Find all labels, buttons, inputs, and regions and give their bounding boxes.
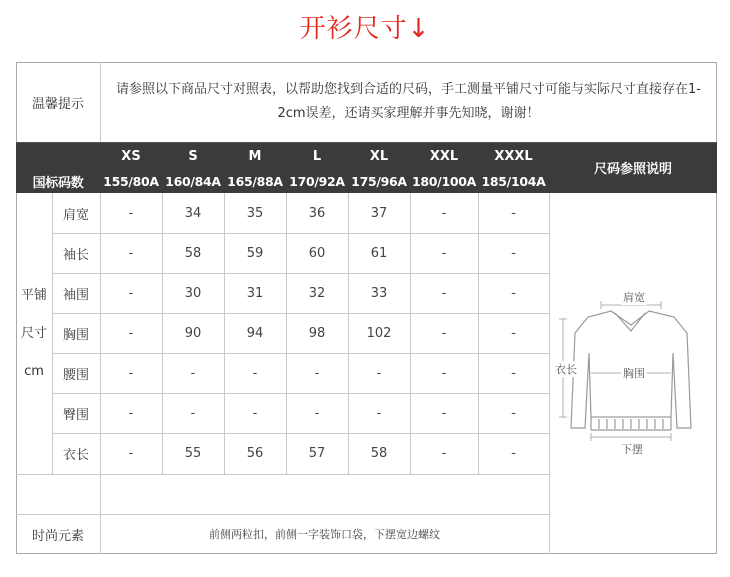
table-cell: 58 [184, 245, 202, 261]
grid-line [549, 474, 717, 475]
page-title: 开衫尺寸↓ [299, 14, 431, 44]
group-label-line1: 平铺 [20, 287, 47, 303]
table-cell: - [441, 285, 447, 301]
table-cell: - [511, 405, 516, 421]
row-label: 臀围 [62, 407, 89, 423]
row-label: 袖围 [62, 287, 89, 303]
table-cell: - [128, 285, 134, 301]
table-cell: - [252, 405, 258, 421]
table-cell: - [128, 245, 134, 261]
table-cell: - [441, 405, 447, 421]
table-cell: - [511, 245, 516, 261]
table-cell: - [511, 205, 516, 221]
row-label: 袖长 [62, 247, 89, 263]
table-cell: 98 [308, 325, 326, 341]
standard-code-xxl: 180/100A [410, 170, 478, 193]
table-cell: 35 [246, 205, 264, 221]
standard-label: 国标码数 [16, 170, 100, 193]
size-header-s: S [162, 142, 224, 170]
header-empty-cell [16, 142, 100, 170]
table-cell: 32 [308, 285, 326, 301]
table-cell: - [441, 325, 447, 341]
grid-line [286, 193, 287, 474]
table-cell: - [128, 405, 134, 421]
table-cell: - [511, 365, 516, 381]
group-label-line2: 尺寸 [20, 325, 47, 341]
table-cell: - [314, 365, 320, 381]
diagram-shoulder-label: 肩宽 [623, 291, 645, 304]
standard-code-xxxl: 185/104A [478, 170, 549, 193]
row-label: 腰围 [62, 367, 89, 383]
table-cell: 102 [366, 325, 392, 341]
table-cell: 90 [184, 325, 202, 341]
table-cell: 59 [246, 245, 264, 261]
table-cell: - [441, 245, 447, 261]
table-cell: - [128, 205, 134, 221]
grid-line [52, 433, 549, 434]
row-label: 胸围 [62, 327, 89, 343]
grid-line [478, 193, 479, 474]
table-cell: 61 [370, 245, 388, 261]
grid-line [52, 313, 549, 314]
table-cell: 31 [246, 285, 264, 301]
grid-line [100, 62, 101, 142]
table-cell: - [314, 405, 320, 421]
grid-line [52, 233, 549, 234]
table-cell: - [376, 405, 382, 421]
fashion-label: 时尚元素 [31, 528, 84, 544]
group-label-line3: cm [24, 363, 44, 379]
reference-header [549, 142, 717, 193]
grid-line [16, 474, 549, 475]
grid-line [52, 393, 549, 394]
diagram-chest-label: 胸围 [623, 367, 645, 380]
table-cell: - [190, 365, 196, 381]
table-cell: - [511, 285, 516, 301]
table-cell: - [252, 365, 258, 381]
table-cell: - [511, 445, 516, 461]
size-header-xxxl: XXXL [478, 142, 549, 170]
standard-code-xl: 175/96A [348, 170, 410, 193]
table-cell: 60 [308, 245, 326, 261]
table-cell: - [190, 405, 196, 421]
grid-line [16, 142, 717, 143]
size-header-xs: XS [100, 142, 162, 170]
diagram-length-label: 衣长 [555, 363, 577, 376]
grid-line [52, 193, 53, 474]
table-cell: 37 [370, 205, 388, 221]
size-header-l: L [286, 142, 348, 170]
grid-line [410, 193, 411, 474]
row-label: 衣长 [62, 447, 89, 463]
table-cell: 55 [184, 445, 202, 461]
table-cell: 94 [246, 325, 264, 341]
table-cell: 57 [308, 445, 326, 461]
table-cell: - [376, 365, 382, 381]
size-header-xl: XL [348, 142, 410, 170]
table-cell: 36 [308, 205, 326, 221]
table-cell: - [128, 325, 134, 341]
table-cell: 33 [370, 285, 388, 301]
grid-line [224, 193, 225, 474]
notice-label: 温馨提示 [31, 96, 84, 112]
table-cell: - [441, 445, 447, 461]
table-cell: 58 [370, 445, 388, 461]
sweater-diagram [549, 193, 717, 474]
blank-row-label [16, 474, 100, 514]
grid-line [549, 193, 550, 554]
row-label: 肩宽 [62, 207, 89, 223]
table-cell: - [128, 365, 134, 381]
table-cell: 56 [246, 445, 264, 461]
table-cell: 30 [184, 285, 202, 301]
standard-code-s: 160/84A [162, 170, 224, 193]
table-cell: - [128, 445, 134, 461]
blank-row-content [100, 474, 549, 514]
grid-line [52, 353, 549, 354]
grid-line [52, 273, 549, 274]
size-header-m: M [224, 142, 286, 170]
table-cell: - [441, 365, 447, 381]
table-cell: 34 [184, 205, 202, 221]
table-cell: - [511, 325, 516, 341]
sweater-icon [549, 193, 717, 474]
grid-line [348, 193, 349, 474]
grid-line [16, 514, 549, 515]
grid-line [100, 193, 101, 554]
size-header-xxl: XXL [410, 142, 478, 170]
fashion-text: 前侧两粒扣，前侧一字装饰口袋，下摆宽边螺纹 [209, 528, 440, 541]
standard-code-l: 170/92A [286, 170, 348, 193]
diagram-hem-label: 下摆 [621, 443, 643, 456]
standard-code-xs: 155/80A [100, 170, 162, 193]
notice-text: 请参照以下商品尺寸对照表，以帮助您找到合适的尺码，手工测量平铺尺寸可能与实际尺寸直接存在1-2cm误差，还请买家理解并事先知晓，谢谢！ [116, 82, 701, 121]
table-cell: - [441, 205, 447, 221]
measure-group-label [16, 193, 52, 474]
grid-line [162, 193, 163, 474]
reference-label: 尺码参照说明 [593, 162, 672, 177]
standard-code-m: 165/88A [224, 170, 286, 193]
